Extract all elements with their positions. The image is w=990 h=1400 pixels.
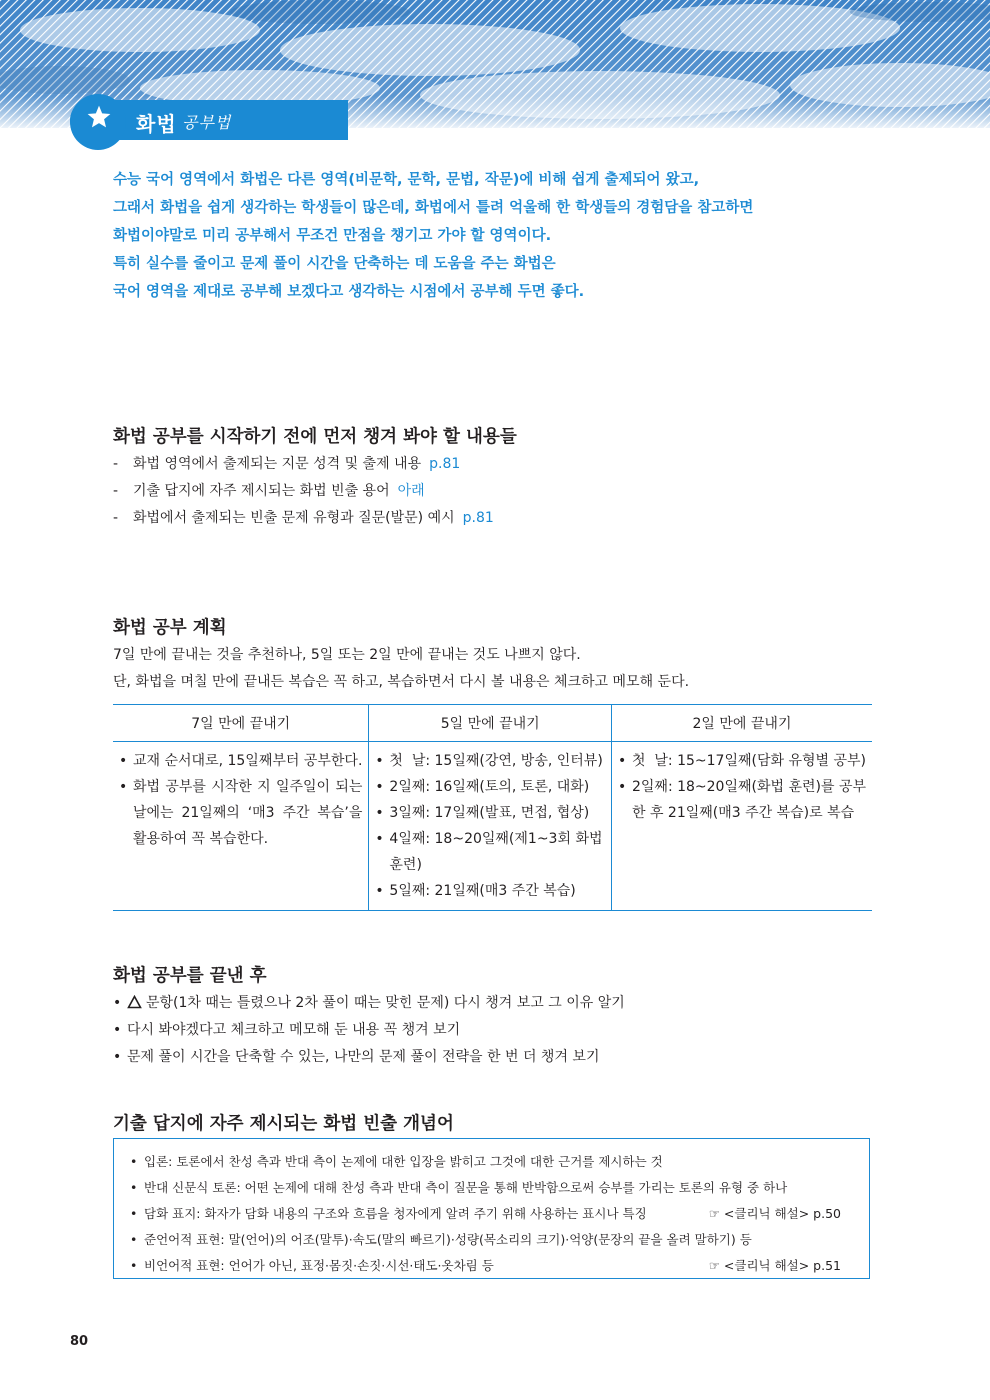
plan-5day-cell xyxy=(369,742,612,911)
concepts-heading: 기출 답지에 자주 제시되는 화법 빈출 개념어 xyxy=(113,1114,454,1134)
page-reference: 아래 xyxy=(397,483,425,499)
concept-text: 담화 표지: 화자가 담화 내용의 구조와 흐름을 청자에게 알려 주기 위해 사용하는 표시나 특징 xyxy=(144,1206,647,1221)
concepts-box xyxy=(113,1138,870,1279)
plan-7day-cell xyxy=(113,742,369,911)
page-reference: p.81 xyxy=(429,456,461,472)
list-item: - 화법 영역에서 출제되는 지문 성격 및 출제 내용 p.81 xyxy=(113,456,461,472)
item-text: 기출 답지에 자주 제시되는 화법 빈출 용어 xyxy=(133,483,390,499)
concept-text: 비언어적 표현: 언어가 아닌, 표정·몸짓·손짓·시선·태도·옷차림 등 xyxy=(144,1258,494,1273)
list-item: - 기출 답지에 자주 제시되는 화법 빈출 용어 아래 xyxy=(113,483,425,499)
plan-line: 단, 화법을 며칠 만에 끝내든 복습은 꼭 하고, 복습하면서 다시 볼 내용은 체크하고 메모해 둔다. xyxy=(113,674,690,690)
list-item: - 화법에서 출제되는 빈출 문제 유형과 질문(발문) 예시 p.81 xyxy=(113,510,494,526)
plan-item: • 교재 순서대로, 15일째부터 공부한다. xyxy=(119,748,362,774)
concept-text: 반대 신문식 토론: 어떤 논제에 대해 찬성 측과 반대 측이 질문을 통해 반박함으로써 승부를 가리는 토론의 유형 중 하나 xyxy=(144,1180,788,1195)
plan-line: 7일 만에 끝내는 것을 추천하나, 5일 또는 2일 만에 끝내는 것도 나쁘지 않다. xyxy=(113,647,581,663)
intro-line: 수능 국어 영역에서 화법은 다른 영역(비문학, 문학, 문법, 작문)에 비해 쉽게 출제되어 왔고, xyxy=(113,172,700,188)
plan-2day-cell xyxy=(611,742,872,911)
concept-item xyxy=(130,1227,855,1253)
plan-item: • 화법 공부를 시작한 지 일주일이 되는 날에는 21일째의 ‘매3 주간 복습’을 활용하여 꼭 복습한다. xyxy=(119,774,362,852)
concept-item xyxy=(130,1201,855,1227)
column-header: 2일 만에 끝내기 xyxy=(611,705,872,742)
plan-item: • 4일째: 18~20일째(제1~3회 화법 훈련) xyxy=(375,826,605,878)
plan-item: • 2일째: 18~20일째(화법 훈련)를 공부한 후 21일째(매3 주간 복습)로 복습 xyxy=(618,774,866,826)
page-title-handwritten: 공부법 xyxy=(182,113,232,132)
star-icon xyxy=(86,104,112,130)
triangle-icon xyxy=(127,995,142,1009)
intro-line: 특히 실수를 줄이고 문제 풀이 시간을 단축하는 데 도움을 주는 화법은 xyxy=(113,256,556,272)
intro-line: 화법이야말로 미리 공부해서 무조건 만점을 챙기고 가야 할 영역이다. xyxy=(113,228,552,244)
plan-item: • 첫 날: 15~17일째(담화 유형별 공부) xyxy=(618,748,866,774)
intro-line: 국어 영역을 제대로 공부해 보겠다고 생각하는 시점에서 공부해 두면 좋다. xyxy=(113,284,585,300)
plan-item: • 2일째: 16일째(토의, 토론, 대화) xyxy=(375,774,605,800)
list-item: • 문제 풀이 시간을 단축할 수 있는, 나만의 문제 풀이 전략을 한 번 더 챙겨 보기 xyxy=(113,1044,873,1071)
list-item: • 다시 봐야겠다고 체크하고 메모해 둔 내용 꼭 챙겨 보기 xyxy=(113,1017,873,1044)
clinic-reference: ☞ <클리닉 해설> p.50 xyxy=(708,1206,841,1221)
plan-description xyxy=(113,642,873,696)
item-text: 화법에서 출제되는 빈출 문제 유형과 질문(발문) 예시 xyxy=(133,510,455,526)
item-text: 문항(1차 때는 틀렸으나 2차 풀이 때는 맞힌 문제) 다시 챙겨 보고 그 이유 알기 xyxy=(146,995,625,1011)
item-text: 화법 영역에서 출제되는 지문 성격 및 출제 내용 xyxy=(133,456,422,472)
list-item xyxy=(113,990,873,1017)
intro-paragraph xyxy=(113,166,873,306)
concept-text: 준언어적 표현: 말(언어)의 어조(말투)·속도(말의 빠르기)·성량(목소리의 크기)·억양(문장의 끝을 올려 말하기) 등 xyxy=(144,1232,752,1247)
plan-item: • 첫 날: 15일째(강연, 방송, 인터뷰) xyxy=(375,748,605,774)
column-header: 5일 만에 끝내기 xyxy=(369,705,612,742)
plan-heading: 화법 공부 계획 xyxy=(113,618,227,638)
study-plan-table xyxy=(113,704,872,911)
after-list xyxy=(113,990,873,1071)
before-heading: 화법 공부를 시작하기 전에 먼저 챙겨 봐야 할 내용들 xyxy=(113,427,517,447)
page-number: 80 xyxy=(70,1334,89,1349)
after-heading: 화법 공부를 끝낸 후 xyxy=(113,966,267,986)
concept-item xyxy=(130,1175,855,1201)
page-title: 화법 xyxy=(136,112,177,136)
plan-item: • 3일째: 17일째(발표, 면접, 협상) xyxy=(375,800,605,826)
concept-item xyxy=(130,1253,855,1279)
plan-item: • 5일째: 21일째(매3 주간 복습) xyxy=(375,878,605,904)
concept-text: 입론: 토론에서 찬성 측과 반대 측이 논제에 대한 입장을 밝히고 그것에 대한 근거를 제시하는 것 xyxy=(144,1154,663,1169)
clinic-reference: ☞ <클리닉 해설> p.51 xyxy=(708,1258,841,1273)
concept-item xyxy=(130,1149,855,1175)
column-header: 7일 만에 끝내기 xyxy=(113,705,369,742)
page-reference: p.81 xyxy=(462,510,494,526)
before-list xyxy=(113,451,873,532)
intro-line: 그래서 화법을 쉽게 생각하는 학생들이 많은데, 화법에서 틀려 억울해 한 학생들의 경험담을 참고하면 xyxy=(113,200,754,216)
